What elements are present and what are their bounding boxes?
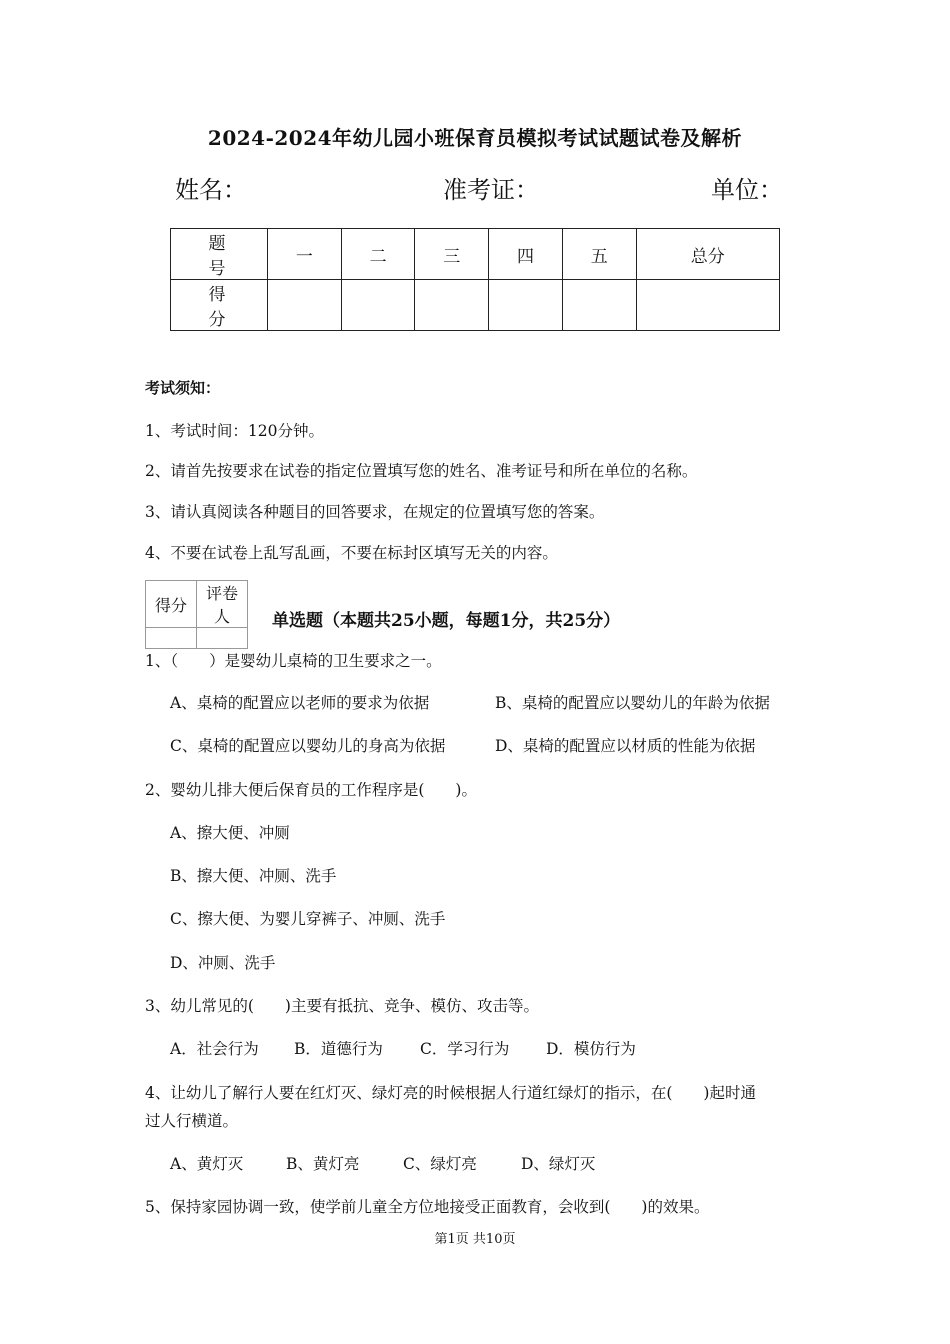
question-2-option-a: A、擦大便、冲厕: [170, 824, 290, 842]
question-4-option-a: A、黄灯灭: [170, 1155, 244, 1173]
exam-id-field-label: 准考证：: [443, 176, 539, 204]
question-3-stem: 3、幼儿常见的( )主要有抵抗、竞争、模仿、攻击等。: [145, 997, 539, 1015]
score-table: [170, 228, 780, 331]
score-cell-total[interactable]: [636, 280, 779, 331]
notice-item: 4、不要在试卷上乱写乱画，不要在标封区填写无关的内容。: [145, 544, 558, 562]
header-cell-1: 一: [268, 229, 342, 280]
page-title: 2024-2024年幼儿园小班保育员模拟考试试题试卷及解析: [207, 126, 743, 150]
name-field-label: 姓名：: [175, 176, 247, 204]
question-3-option-b: B．道德行为: [294, 1040, 383, 1058]
question-3-option-d: D．模仿行为: [546, 1040, 636, 1058]
score-table-header-row: [171, 229, 780, 280]
header-cell-label: 题 号: [171, 229, 268, 280]
section-title: 单选题（本题共25小题，每题1分，共25分）: [272, 611, 621, 631]
question-2-option-c: C、擦大便、为婴儿穿裤子、冲厕、洗手: [170, 910, 446, 928]
score-row-label: 得 分: [171, 280, 268, 331]
question-2-option-b: B、擦大便、冲厕、洗手: [170, 867, 337, 885]
question-4-option-d: D、绿灯灭: [521, 1155, 596, 1173]
grader-score-label: 得分: [146, 581, 197, 628]
header-cell-5: 五: [562, 229, 636, 280]
grader-name-label: 评卷人: [197, 581, 248, 628]
question-4-stem: 4、让幼儿了解行人要在红灯灭、绿灯亮的时候根据人行道红绿灯的指示，在( )起时通: [145, 1084, 756, 1102]
question-4-option-c: C、绿灯亮: [403, 1155, 477, 1173]
grader-name-cell[interactable]: [197, 628, 248, 649]
score-cell-1[interactable]: [268, 280, 342, 331]
question-1-option-b: B、桌椅的配置应以婴幼儿的年龄为依据: [495, 694, 770, 712]
question-5-stem: 5、保持家园协调一致，使学前儿童全方位地接受正面教育，会收到( )的效果。: [145, 1198, 710, 1216]
header-cell-total: 总分: [636, 229, 779, 280]
notice-item: 1、考试时间：120分钟。: [145, 422, 324, 440]
notice-item: 2、请首先按要求在试卷的指定位置填写您的姓名、准考证号和所在单位的名称。: [145, 462, 698, 480]
question-3-option-c: C．学习行为: [420, 1040, 510, 1058]
header-cell-4: 四: [489, 229, 563, 280]
question-1-option-c: C、桌椅的配置应以婴幼儿的身高为依据: [170, 737, 446, 755]
question-2-stem: 2、婴幼儿排大便后保育员的工作程序是( )。: [145, 781, 477, 799]
grader-score-cell[interactable]: [146, 628, 197, 649]
unit-field-label: 单位：: [711, 176, 783, 204]
notice-heading: 考试须知：: [145, 379, 221, 397]
page-footer: 第1页 共10页: [434, 1232, 516, 1247]
question-1-stem: 1、（ ）是婴幼儿桌椅的卫生要求之一。: [145, 652, 442, 670]
score-table-score-row: [171, 280, 780, 331]
header-cell-2: 二: [341, 229, 415, 280]
question-1-option-a: A、桌椅的配置应以老师的要求为依据: [170, 694, 430, 712]
score-cell-2[interactable]: [341, 280, 415, 331]
question-4-option-b: B、黄灯亮: [286, 1155, 360, 1173]
question-2-option-d: D、冲厕、洗手: [170, 954, 276, 972]
notice-item: 3、请认真阅读各种题目的回答要求，在规定的位置填写您的答案。: [145, 503, 605, 521]
score-cell-5[interactable]: [562, 280, 636, 331]
grader-box: [145, 580, 248, 649]
question-4-stem-cont: 过人行横道。: [145, 1112, 239, 1130]
question-3-option-a: A．社会行为: [170, 1040, 259, 1058]
score-cell-4[interactable]: [489, 280, 563, 331]
question-1-option-d: D、桌椅的配置应以材质的性能为依据: [495, 737, 756, 755]
score-cell-3[interactable]: [415, 280, 489, 331]
header-cell-3: 三: [415, 229, 489, 280]
